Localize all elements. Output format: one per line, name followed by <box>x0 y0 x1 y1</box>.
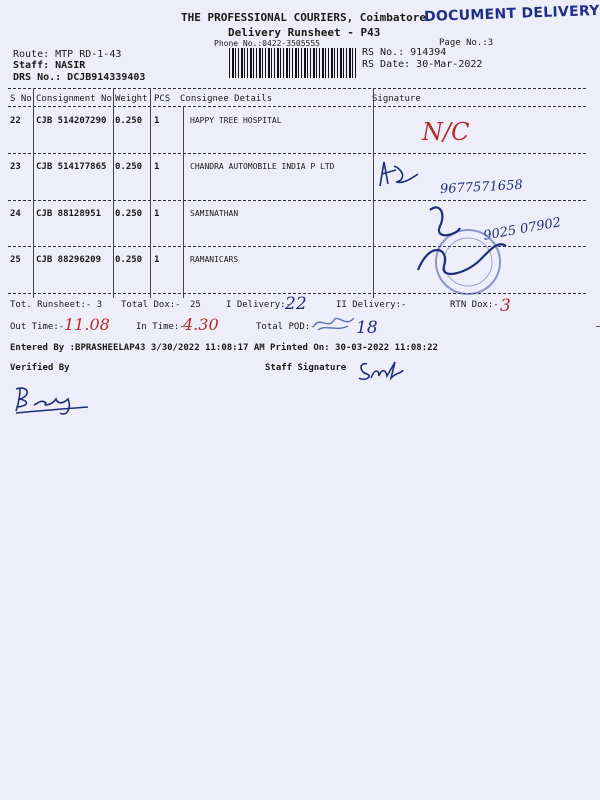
page-number: Page No.:3 <box>439 38 494 48</box>
route-label: Route: MTP RD-1-43 <box>13 49 122 60</box>
handwritten-number: 9025 07902 <box>482 215 563 244</box>
col-header-sno: S No <box>10 94 32 104</box>
row-weight: 0.250 <box>115 116 143 126</box>
row-pcs: 1 <box>154 116 160 126</box>
company-seal-stamp-icon <box>410 200 520 300</box>
total-runsheet: Tot. Runsheet:- 3 <box>10 300 103 310</box>
row-rule <box>8 153 586 154</box>
row-consignee: RAMANICARS <box>190 255 239 264</box>
entered-by: Entered By :BPRASHEELAP43 3/30/2022 11:08:17 AM <box>10 343 265 353</box>
pod-scribble-icon <box>312 312 356 334</box>
verifier-signature-icon <box>12 383 92 419</box>
col-header-consignment: Consignment No <box>36 94 112 104</box>
signature-scribble-icon <box>374 156 424 196</box>
row-consignment: CJB 514177865 <box>36 162 107 172</box>
col-header-signature: Signature <box>372 94 421 104</box>
i-delivery-label: I Delivery:- <box>226 300 292 310</box>
row-pcs: 1 <box>154 209 160 219</box>
staff-signature-label: Staff Signature <box>265 363 347 373</box>
rs-date: RS Date: 30-Mar-2022 <box>362 59 483 70</box>
table-top-rule <box>8 88 586 89</box>
row-consignment: CJB 88128951 <box>36 209 102 219</box>
row-sno: 23 <box>10 162 21 172</box>
ii-delivery-label: II Delivery:- <box>336 300 407 310</box>
row-sno: 22 <box>10 116 21 126</box>
handwritten-total-pod: 18 <box>356 318 378 338</box>
barcode-image <box>229 48 357 78</box>
column-divider <box>33 88 34 298</box>
row-consignment: CJB 514207290 <box>36 116 107 126</box>
company-name: THE PROFESSIONAL COURIERS, Coimbatore <box>181 11 427 24</box>
rs-number: RS No.: 914394 <box>362 47 447 58</box>
col-header-pcs: PCS <box>154 94 171 104</box>
rtn-dox-label: RTN Dox:- <box>450 300 499 310</box>
document-delivery-stamp: DOCUMENT DELIVERY <box>423 2 600 26</box>
handwritten-delivery-count: 22 <box>285 294 307 314</box>
total-dox-value: 25 <box>190 300 201 310</box>
phone-number: Phone No.:0422-3505555 <box>214 39 320 48</box>
row-consignee: SAMINATHAN <box>190 209 239 218</box>
staff-signature-icon <box>355 358 405 384</box>
drs-number: DRS No.: DCJB914339403 <box>13 72 146 83</box>
row-sno: 24 <box>10 209 21 219</box>
edge-mark <box>596 326 600 327</box>
row-pcs: 1 <box>154 255 160 265</box>
in-time-label: In Time:- <box>136 322 185 332</box>
row-consignee: HAPPY TREE HOSPITAL <box>190 116 282 125</box>
row-consignee: CHANDRA AUTOMOBILE INDIA P LTD <box>190 162 335 171</box>
column-divider <box>150 88 151 298</box>
handwritten-rtn-count: 3 <box>500 296 511 316</box>
col-header-weight: Weight <box>115 94 148 104</box>
staff-label: Staff: NASIR <box>13 60 86 71</box>
row-pcs: 1 <box>154 162 160 172</box>
handwritten-out-time: 11.08 <box>64 315 110 334</box>
runsheet-title: Delivery Runsheet - P43 <box>228 26 381 39</box>
header-rule <box>8 106 586 107</box>
total-pod-label: Total POD:- <box>256 322 316 332</box>
row-weight: 0.250 <box>115 255 143 265</box>
out-time-label: Out Time:- <box>10 322 65 332</box>
row-weight: 0.250 <box>115 209 143 219</box>
row-consignment: CJB 88296209 <box>36 255 102 265</box>
printed-on: Printed On: 30-03-2022 11:08:22 <box>270 343 438 353</box>
row-weight: 0.250 <box>115 162 143 172</box>
handwritten-phone: 9677571658 <box>439 177 524 198</box>
handwritten-nc-note: N/C <box>422 118 470 146</box>
handwritten-in-time: 4.30 <box>183 315 219 334</box>
total-dox-label: Total Dox:- <box>121 300 181 310</box>
col-header-consignee: Consignee Details <box>180 94 273 104</box>
row-sno: 25 <box>10 255 21 265</box>
column-divider <box>113 88 114 298</box>
column-divider <box>183 106 184 298</box>
verified-by-label: Verified By <box>10 363 70 373</box>
